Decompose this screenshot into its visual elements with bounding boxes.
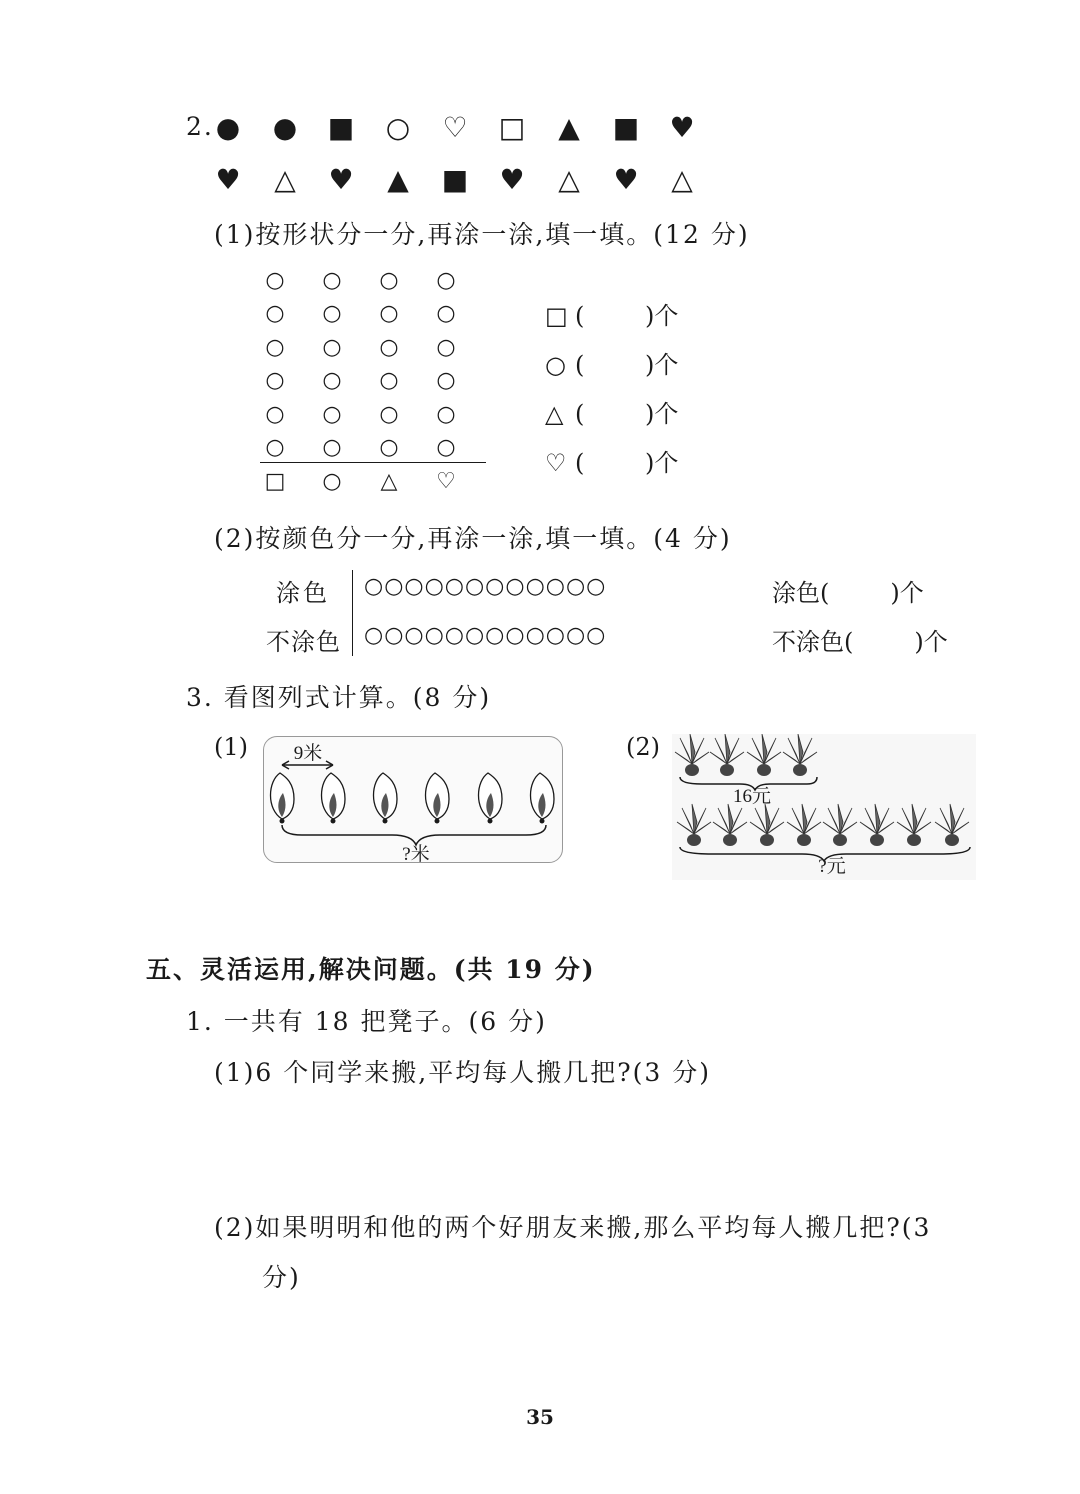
- graph-circle[interactable]: ○: [265, 268, 285, 293]
- potted-plant-icon: [897, 804, 931, 846]
- graph-circle[interactable]: ○: [265, 301, 285, 326]
- graph-circle[interactable]: ○: [322, 301, 342, 326]
- shape-symbol: ○: [385, 111, 411, 144]
- shape-symbol: ▲: [558, 111, 580, 144]
- graph-circle[interactable]: ○: [379, 268, 399, 293]
- tree-icon: [322, 773, 346, 824]
- shape-symbol: ♥: [613, 163, 639, 196]
- s5-q1-part2-cont: 分): [262, 1263, 301, 1292]
- tree-spacing-figure: [264, 737, 562, 862]
- total-price-label: ?元: [818, 856, 846, 877]
- answer-unit: )个: [645, 302, 679, 330]
- page-number: 35: [526, 1405, 554, 1429]
- shape-symbol: ▲: [387, 163, 409, 196]
- shape-symbol: ●: [272, 111, 298, 144]
- shape-symbol: ♥: [669, 111, 695, 144]
- q3-sub2-label: (2): [626, 733, 660, 761]
- graph-baseline: [260, 462, 486, 463]
- potted-plant-icon: [787, 804, 821, 846]
- graph-circle[interactable]: ○: [265, 368, 285, 393]
- graph-circle[interactable]: ○: [379, 368, 399, 393]
- q3-title: 3. 看图列式计算。(8 分): [186, 683, 492, 712]
- graph-circle[interactable]: ○: [265, 335, 285, 360]
- answer-unit: )个: [645, 400, 679, 428]
- shape-symbol: ♥: [215, 163, 241, 196]
- graph-axis-shape: ○: [322, 469, 342, 494]
- answer-blank-open[interactable]: (: [575, 449, 585, 477]
- total-distance-label: ?米: [402, 844, 430, 862]
- s5-q1: 1. 一共有 18 把凳子。(6 分): [186, 1007, 547, 1036]
- q3-sub2-figure: [672, 734, 976, 880]
- graph-circle[interactable]: ○: [265, 402, 285, 427]
- interval-label: 9米: [293, 743, 323, 764]
- shape-count-row: [545, 394, 678, 429]
- shape-symbol: △: [671, 163, 693, 196]
- q3-sub1-figure-box: [263, 736, 563, 863]
- answer-shape: ♡: [545, 449, 567, 477]
- graph-circle[interactable]: ○: [436, 435, 456, 460]
- graph-circle[interactable]: ○: [379, 301, 399, 326]
- section-5-heading: 五、灵活运用,解决问题。(共 19 分): [146, 955, 596, 984]
- shape-symbol: ♥: [499, 163, 525, 196]
- graph-circle[interactable]: ○: [379, 435, 399, 460]
- graph-axis-shape: □: [264, 469, 286, 494]
- shape-symbol: ♡: [442, 111, 468, 144]
- graph-circle[interactable]: ○: [436, 368, 456, 393]
- tree-icon: [374, 773, 398, 824]
- shape-count-row: [545, 296, 678, 331]
- potted-plant-icon: [747, 734, 781, 776]
- shape-symbol: ■: [612, 111, 640, 144]
- uncolored-circles: ○○○○○○○○○○○○: [364, 623, 607, 648]
- total-brace: [282, 825, 546, 845]
- colored-count-answer: 涂色( )个: [772, 579, 924, 607]
- uncolored-count-answer: 不涂色( )个: [772, 628, 948, 656]
- graph-axis-shape: ♡: [436, 469, 456, 494]
- colored-row-label: 涂色: [276, 579, 330, 607]
- s5-q1-part1: (1)6 个同学来搬,平均每人搬几把?(3 分): [214, 1058, 711, 1087]
- graph-circle[interactable]: ○: [436, 335, 456, 360]
- q2-part2-title: (2)按颜色分一分,再涂一涂,填一填。(4 分): [214, 524, 732, 553]
- answer-shape: ○: [545, 351, 566, 379]
- potted-plant-icon: [860, 804, 894, 846]
- graph-circle[interactable]: ○: [436, 301, 456, 326]
- shape-symbol: □: [498, 111, 526, 144]
- price-label: 16元: [732, 786, 772, 807]
- answer-blank-open[interactable]: (: [575, 400, 585, 428]
- graph-circle[interactable]: ○: [436, 402, 456, 427]
- shape-count-row: [545, 443, 678, 478]
- potted-plant-icon: [935, 804, 969, 846]
- potted-plant-icon: [823, 804, 857, 846]
- shape-symbol: ■: [441, 163, 469, 196]
- answer-unit: )个: [645, 449, 679, 477]
- answer-blank-open[interactable]: (: [575, 351, 585, 379]
- graph-circle[interactable]: ○: [322, 335, 342, 360]
- q2-number: 2.: [186, 112, 214, 141]
- potted-plant-icon: [710, 734, 744, 776]
- shape-count-row: [545, 345, 678, 380]
- potted-plant-icon: [675, 734, 709, 776]
- graph-circle[interactable]: ○: [322, 402, 342, 427]
- s5-q1-part2: (2)如果明明和他的两个好朋友来搬,那么平均每人搬几把?(3: [214, 1213, 932, 1242]
- shape-symbol: ♥: [328, 163, 354, 196]
- color-divider: [352, 570, 353, 656]
- answer-unit: )个: [645, 351, 679, 379]
- answer-blank-open[interactable]: (: [575, 302, 585, 330]
- potted-plant-icon: [750, 804, 784, 846]
- potted-plant-icon: [677, 804, 711, 846]
- answer-shape: △: [545, 400, 564, 428]
- answer-shape: □: [545, 302, 568, 330]
- graph-circle[interactable]: ○: [322, 368, 342, 393]
- graph-circle[interactable]: ○: [379, 402, 399, 427]
- uncolored-row-label: 不涂色: [266, 628, 341, 656]
- shape-symbol: ●: [215, 111, 241, 144]
- tree-icon: [271, 773, 295, 824]
- q3-sub1-label: (1): [214, 733, 248, 761]
- graph-axis-shape: △: [380, 469, 398, 494]
- graph-circle[interactable]: ○: [322, 435, 342, 460]
- potted-plant-icon: [713, 804, 747, 846]
- q2-part1-title: (1)按形状分一分,再涂一涂,填一填。(12 分): [214, 220, 750, 249]
- graph-circle[interactable]: ○: [322, 268, 342, 293]
- tree-icon: [479, 773, 503, 824]
- tree-icon: [531, 773, 555, 824]
- graph-circle[interactable]: ○: [436, 268, 456, 293]
- potted-plant-icon: [783, 734, 817, 776]
- shape-symbol: ■: [327, 111, 355, 144]
- shape-symbol: △: [558, 163, 580, 196]
- colored-circles: ○○○○○○○○○○○○: [364, 574, 607, 599]
- shape-symbol: △: [274, 163, 296, 196]
- tree-icon: [426, 773, 450, 824]
- graph-circle[interactable]: ○: [265, 435, 285, 460]
- graph-circle[interactable]: ○: [379, 335, 399, 360]
